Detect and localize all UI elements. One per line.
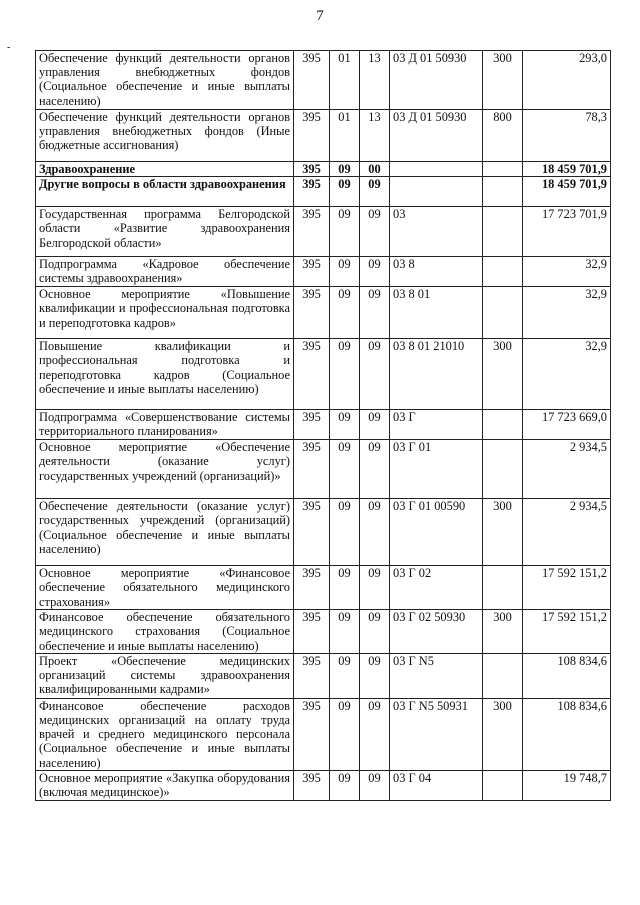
ministry-code: 395 xyxy=(294,110,330,162)
section-code: 09 xyxy=(330,207,360,257)
amount: 32,9 xyxy=(523,257,611,287)
expense-type-code xyxy=(483,440,523,499)
table-row xyxy=(36,410,611,440)
row-name: Здравоохранение xyxy=(36,162,294,177)
subsection-code: 09 xyxy=(360,770,390,800)
subsection-code: 09 xyxy=(360,207,390,257)
ministry-code: 395 xyxy=(294,207,330,257)
table-row xyxy=(36,566,611,610)
ministry-code: 395 xyxy=(294,566,330,610)
target-article-code: 03 Г 01 00590 xyxy=(390,499,483,566)
amount: 19 748,7 xyxy=(523,770,611,800)
section-code: 01 xyxy=(330,110,360,162)
row-name: Обеспечение функций деятельности органов управления внебюджетных фондов (Социальное обеспечение и иные выплаты населению) xyxy=(36,51,294,110)
target-article-code xyxy=(390,177,483,207)
target-article-code: 03 8 xyxy=(390,257,483,287)
amount: 108 834,6 xyxy=(523,698,611,770)
subsection-code: 09 xyxy=(360,287,390,339)
section-code: 09 xyxy=(330,698,360,770)
amount: 18 459 701,9 xyxy=(523,162,611,177)
margin-mark: - xyxy=(7,42,11,53)
target-article-code xyxy=(390,162,483,177)
section-code: 09 xyxy=(330,162,360,177)
ministry-code: 395 xyxy=(294,51,330,110)
expense-type-code: 800 xyxy=(483,110,523,162)
subsection-code: 13 xyxy=(360,51,390,110)
target-article-code: 03 Д 01 50930 xyxy=(390,110,483,162)
table-row xyxy=(36,770,611,800)
section-code: 09 xyxy=(330,257,360,287)
amount: 17 592 151,2 xyxy=(523,566,611,610)
table-row xyxy=(36,257,611,287)
target-article-code: 03 Г xyxy=(390,410,483,440)
section-code: 09 xyxy=(330,653,360,698)
subsection-code: 09 xyxy=(360,339,390,410)
section-code: 09 xyxy=(330,410,360,440)
page-number: 7 xyxy=(316,8,324,24)
table-row xyxy=(36,110,611,162)
row-name: Обеспечение функций деятельности органов управления внебюджетных фондов (Иные бюджетные ассигнования) xyxy=(36,110,294,162)
subsection-code: 09 xyxy=(360,440,390,499)
section-code: 01 xyxy=(330,51,360,110)
subsection-code: 09 xyxy=(360,410,390,440)
target-article-code: 03 8 01 21010 xyxy=(390,339,483,410)
ministry-code: 395 xyxy=(294,287,330,339)
expense-type-code xyxy=(483,162,523,177)
expense-type-code xyxy=(483,177,523,207)
table-row xyxy=(36,51,611,110)
target-article-code: 03 xyxy=(390,207,483,257)
ministry-code: 395 xyxy=(294,257,330,287)
row-name: Повышение квалификации и профессиональная подготовка и переподготовка кадров (Социальное обеспечение и иные выплаты населению) xyxy=(36,339,294,410)
budget-table xyxy=(35,50,611,801)
row-name: Государственная программа Белгородской области «Развитие здравоохранения Белгородской области» xyxy=(36,207,294,257)
ministry-code: 395 xyxy=(294,610,330,654)
section-code: 09 xyxy=(330,610,360,654)
amount: 32,9 xyxy=(523,339,611,410)
expense-type-code xyxy=(483,257,523,287)
row-name: Обеспечение деятельности (оказание услуг) государственных учреждений (организаций) (Социальное обеспечение и иные выплаты населению) xyxy=(36,499,294,566)
ministry-code: 395 xyxy=(294,653,330,698)
row-name: Другие вопросы в области здравоохранения xyxy=(36,177,294,207)
section-code: 09 xyxy=(330,440,360,499)
amount: 108 834,6 xyxy=(523,653,611,698)
section-code: 09 xyxy=(330,177,360,207)
ministry-code: 395 xyxy=(294,162,330,177)
expense-type-code xyxy=(483,653,523,698)
subsection-code: 09 xyxy=(360,610,390,654)
expense-type-code: 300 xyxy=(483,51,523,110)
row-name: Финансовое обеспечение обязательного медицинского страхования (Социальное обеспечение и иные выплаты населению) xyxy=(36,610,294,654)
subsection-code: 09 xyxy=(360,698,390,770)
target-article-code: 03 Г 04 xyxy=(390,770,483,800)
target-article-code: 03 Г N5 xyxy=(390,653,483,698)
ministry-code: 395 xyxy=(294,770,330,800)
table-row xyxy=(36,207,611,257)
expense-type-code xyxy=(483,410,523,440)
section-code: 09 xyxy=(330,770,360,800)
expense-type-code xyxy=(483,566,523,610)
amount: 2 934,5 xyxy=(523,440,611,499)
target-article-code: 03 Г 02 xyxy=(390,566,483,610)
expense-type-code xyxy=(483,770,523,800)
ministry-code: 395 xyxy=(294,177,330,207)
expense-type-code: 300 xyxy=(483,698,523,770)
target-article-code: 03 Г 01 xyxy=(390,440,483,499)
table-row xyxy=(36,339,611,410)
amount: 17 723 669,0 xyxy=(523,410,611,440)
row-name: Основное мероприятие «Финансовое обеспечение обязательного медицинского страхования» xyxy=(36,566,294,610)
target-article-code: 03 Г 02 50930 xyxy=(390,610,483,654)
expense-type-code: 300 xyxy=(483,610,523,654)
target-article-code: 03 Г N5 50931 xyxy=(390,698,483,770)
target-article-code: 03 8 01 xyxy=(390,287,483,339)
row-name: Подпрограмма «Совершенствование системы территориального планирования» xyxy=(36,410,294,440)
ministry-code: 395 xyxy=(294,410,330,440)
expense-type-code xyxy=(483,207,523,257)
subsection-code: 09 xyxy=(360,177,390,207)
table-row xyxy=(36,610,611,654)
table-row xyxy=(36,177,611,207)
section-code: 09 xyxy=(330,566,360,610)
row-name: Проект «Обеспечение медицинских организаций системы здравоохранения квалифицированными кадрами» xyxy=(36,653,294,698)
row-name: Основное мероприятие «Повышение квалификации и профессиональная подготовка и переподготовка кадров» xyxy=(36,287,294,339)
subsection-code: 13 xyxy=(360,110,390,162)
row-name: Подпрограмма «Кадровое обеспечение системы здравоохранения» xyxy=(36,257,294,287)
expense-type-code xyxy=(483,287,523,339)
target-article-code: 03 Д 01 50930 xyxy=(390,51,483,110)
section-code: 09 xyxy=(330,339,360,410)
amount: 293,0 xyxy=(523,51,611,110)
amount: 78,3 xyxy=(523,110,611,162)
expense-type-code: 300 xyxy=(483,339,523,410)
table-row xyxy=(36,287,611,339)
ministry-code: 395 xyxy=(294,440,330,499)
table-row xyxy=(36,162,611,177)
table-row xyxy=(36,653,611,698)
section-code: 09 xyxy=(330,287,360,339)
amount: 17 592 151,2 xyxy=(523,610,611,654)
ministry-code: 395 xyxy=(294,339,330,410)
subsection-code: 09 xyxy=(360,257,390,287)
subsection-code: 09 xyxy=(360,566,390,610)
ministry-code: 395 xyxy=(294,499,330,566)
row-name: Основное мероприятие «Закупка оборудования (включая медицинское)» xyxy=(36,770,294,800)
row-name: Основное мероприятие «Обеспечение деятельности (оказание услуг) государственных учреждений (организаций)» xyxy=(36,440,294,499)
subsection-code: 00 xyxy=(360,162,390,177)
amount: 17 723 701,9 xyxy=(523,207,611,257)
section-code: 09 xyxy=(330,499,360,566)
subsection-code: 09 xyxy=(360,653,390,698)
table-row xyxy=(36,698,611,770)
amount: 32,9 xyxy=(523,287,611,339)
ministry-code: 395 xyxy=(294,698,330,770)
amount: 2 934,5 xyxy=(523,499,611,566)
amount: 18 459 701,9 xyxy=(523,177,611,207)
subsection-code: 09 xyxy=(360,499,390,566)
table-row xyxy=(36,440,611,499)
table-row xyxy=(36,499,611,566)
row-name: Финансовое обеспечение расходов медицинских организаций на оплату труда врачей и среднего медицинского персонала (Социальное обеспечение и иные выплаты населению) xyxy=(36,698,294,770)
expense-type-code: 300 xyxy=(483,499,523,566)
